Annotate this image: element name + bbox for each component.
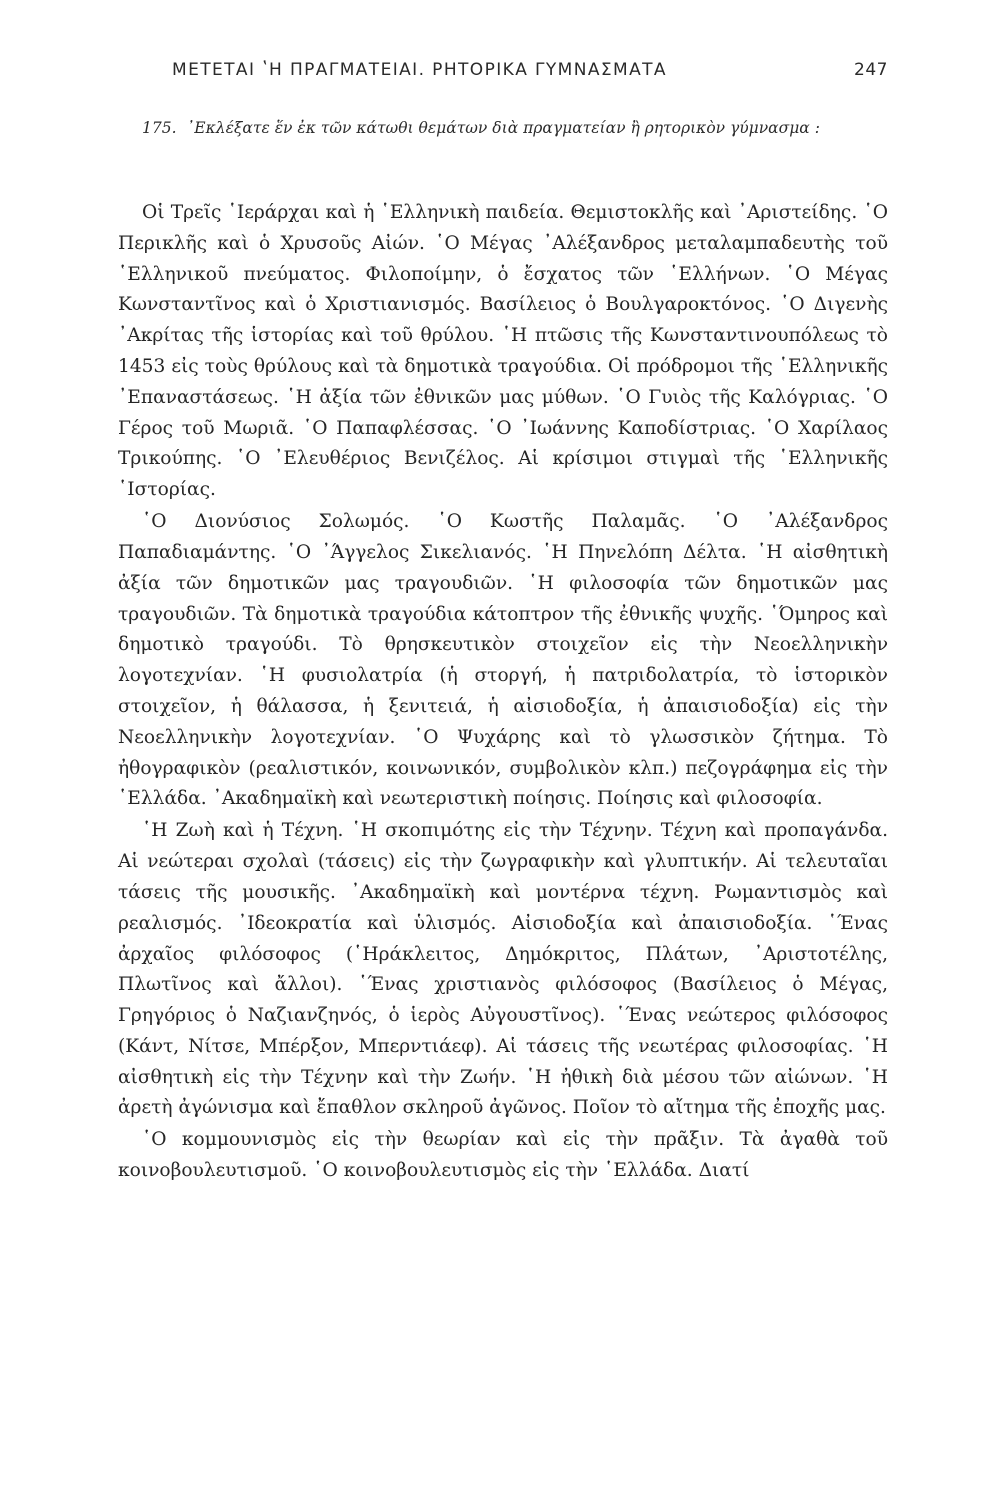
topic-paragraph-politics: ῾Ο κομμουνισμὸς εἰς τὴν θεωρίαν καὶ εἰς τὴν πρᾶξιν. Τὰ ἀγαθὰ τοῦ κοινοβουλευτισμοῦ. ῾Ο κοινοβουλευτισμὸς εἰς τὴν ῾Ελλάδα. Διατί xyxy=(118,1129,888,1182)
topic-paragraph-history: Οἱ Τρεῖς ῾Ιεράρχαι καὶ ἡ ῾Ελληνικὴ παιδεία. Θεμιστοκλῆς καὶ ᾿Αριστείδης. ῾Ο Περικλῆς καὶ ὁ Χρυσοῦς Αἰών. ῾Ο Μέγας ᾿Αλέξανδρος μεταλαμπαδευτὴς τοῦ ῾Ελληνικοῦ πνεύματος. Φιλοποίμην, ὁ ἔσχατος τῶν ῾Ελλήνων. ῾Ο Μέγας Κωνσταντῖνος καὶ ὁ Χριστιανισμός. Βασίλειος ὁ Βουλγαροκτόνος. ῾Ο Διγενὴς ᾿Ακρίτας τῆς ἱστορίας καὶ τοῦ θρύλου. ῾Η πτῶσις τῆς Κωνσταντινουπόλεως τὸ 1453 εἰς τοὺς θρύλους καὶ τὰ δημοτικὰ τραγούδια. Οἱ πρόδρομοι τῆς ῾Ελληνικῆς ᾿Επαναστάσεως. ῾Η ἀξία τῶν ἐθνικῶν μας μύθων. ῾Ο Γυιὸς τῆς Καλόγριας. ῾Ο Γέρος τοῦ Μωριᾶ. ῾Ο Παπαφλέσσας. ῾Ο ᾿Ιωάννης Καποδίστριας. ῾Ο Χαρίλαος Τρικούπης. ῾Ο ᾿Ελευθέριος Βενιζέλος. Αἱ κρίσιμοι στιγμαὶ τῆς ῾Ελληνικῆς ῾Ιστορίας. xyxy=(118,202,888,501)
running-header-title: ΜΕΤΕΤΑΙ ʽΗ ΠΡΑΓΜΑΤΕΙΑΙ. ΡΗΤΟΡΙΚΑ ΓΥΜΝΑΣΜΑΤΑ xyxy=(172,60,667,80)
topic-paragraph-literature: ῾Ο Διονύσιος Σολωμός. ῾Ο Κωστῆς Παλαμᾶς. ῾Ο ᾿Αλέξανδρος Παπαδιαμάντης. ῾Ο ᾿Άγγελος Σικελιανός. ῾Η Πηνελόπη Δέλτα. ῾Η αἰσθητικὴ ἀξία τῶν δημοτικῶν μας τραγουδιῶν. ῾Η φιλοσοφία τῶν δημοτικῶν μας τραγουδιῶν. Τὰ δημοτικὰ τραγούδια κάτοπτρον τῆς ἐθνικῆς ψυχῆς. ῾Όμηρος καὶ δημοτικὸ τραγούδι. Τὸ θρησκευτικὸν στοιχεῖον εἰς τὴν Νεοελληνικὴν λογοτεχνίαν. ῾Η φυσιολατρία (ἡ στοργή, ἡ πατριδολατρία, τὸ ἱστορικὸν στοιχεῖον, ἡ θάλασσα, ἡ ξενιτειά, ἡ αἰσιοδοξία, ἡ ἀπαισιοδοξία) εἰς τὴν Νεοελληνικὴν λογοτεχνίαν. ῾Ο Ψυχάρης καὶ τὸ γλωσσικὸν ζήτημα. Τὸ ἠθογραφικὸν (ρεαλιστικόν, κοινωνικόν, συμβολικὸν κλπ.) πεζογράφημα εἰς τὴν ῾Ελλάδα. ᾿Ακαδημαϊκὴ καὶ νεωτεριστικὴ ποίησις. Ποίησις καὶ φιλοσοφία. xyxy=(118,511,888,810)
exercise-instruction: ᾽Εκλέξατε ἕν ἐκ τῶν κάτωθι θεμάτων διὰ πραγματείαν ἢ ρητορικὸν γύμνασμα : xyxy=(186,119,820,137)
topic-paragraph-art-philosophy: ῾Η Ζωὴ καὶ ἡ Τέχνη. ῾Η σκοπιμότης εἰς τὴν Τέχνην. Τέχνη καὶ προπαγάνδα. Αἱ νεώτεραι σχολαὶ (τάσεις) εἰς τὴν ζωγραφικὴν καὶ γλυπτικήν. Αἱ τελευταῖαι τάσεις τῆς μουσικῆς. ᾿Ακαδημαϊκὴ καὶ μοντέρνα τέχνη. Ρωμαντισμὸς καὶ ρεαλισμός. ᾿Ιδεοκρατία καὶ ὑλισμός. Αἰσιοδοξία καὶ ἀπαισιοδοξία. ῾Ένας ἀρχαῖος φιλόσοφος (῾Ηράκλειτος, Δημόκριτος, Πλάτων, ᾿Αριστοτέλης, Πλωτῖνος καὶ ἄλλοι). ῾Ένας χριστιανὸς φιλόσοφος (Βασίλειος ὁ Μέγας, Γρηγόριος ὁ Ναζιανζηνός, ὁ ἱερὸς Αὐγουστῖνος). ῾Ένας νεώτερος φιλόσοφος (Κάντ, Νίτσε, Μπέρξον, Μπερντιάεφ). Αἱ τάσεις τῆς νεωτέρας φιλοσοφίας. ῾Η αἰσθητικὴ εἰς τὴν Τέχνην καὶ τὴν Ζωήν. ῾Η ἠθικὴ διὰ μέσου τῶν αἰώνων. ῾Η ἀρετὴ ἀγώνισμα καὶ ἔπαθλον σκληροῦ ἀγῶνος. Ποῖον τὸ αἴτημα τῆς ἐποχῆς μας. xyxy=(118,820,888,1119)
running-header xyxy=(118,60,888,90)
exercise-number: 175. xyxy=(142,119,177,137)
exercise-prompt xyxy=(118,116,888,140)
book-page xyxy=(118,0,908,1500)
topic-list xyxy=(118,198,888,1188)
page-number: 247 xyxy=(854,60,888,80)
